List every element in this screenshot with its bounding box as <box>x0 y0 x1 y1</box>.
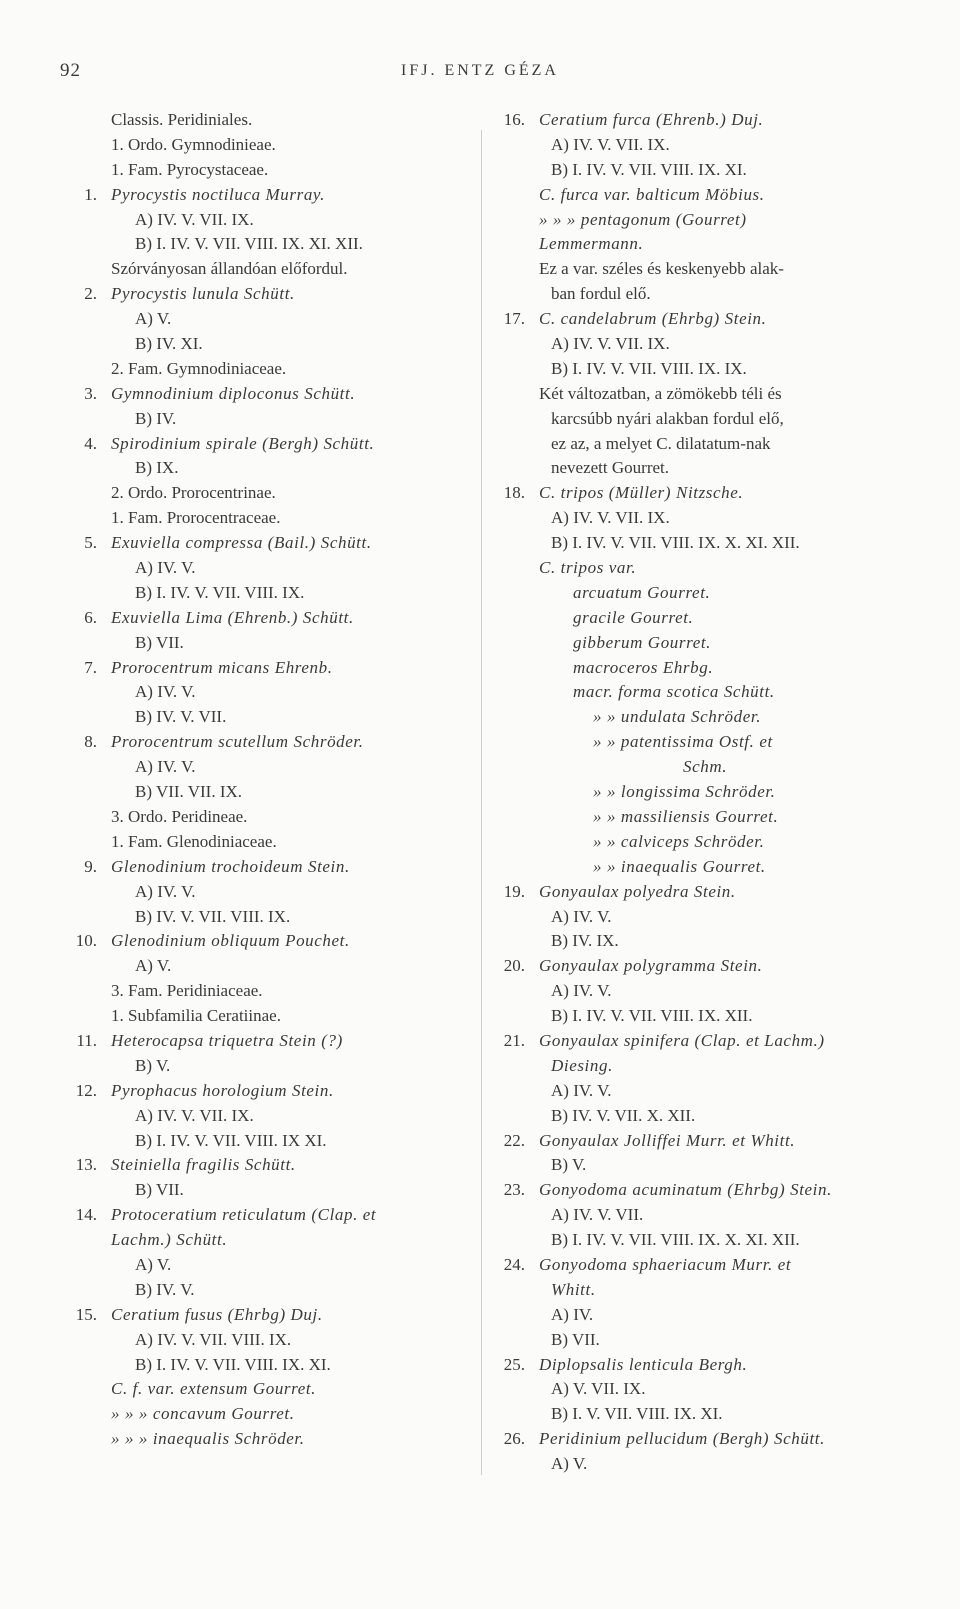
entry-line <box>65 1228 475 1253</box>
entry-text: B) VII. <box>135 1180 184 1200</box>
entry-number: 15. <box>75 1304 97 1324</box>
entry-text: Ez a var. széles és keskenyebb alak- <box>539 259 784 279</box>
entry-line <box>65 158 475 183</box>
entry-line <box>493 855 893 880</box>
entry-line <box>493 382 893 407</box>
entry-number: 20. <box>503 956 525 976</box>
entry-line <box>65 1153 475 1178</box>
entry-line <box>493 1377 893 1402</box>
entry-line <box>493 631 893 656</box>
entry-text: B) IV. <box>135 408 177 428</box>
entry-text: Schm. <box>683 757 728 777</box>
page-number: 92 <box>60 60 81 81</box>
entry-line <box>65 1303 475 1328</box>
entry-text: B) IX. <box>135 458 179 478</box>
entry-line <box>493 880 893 905</box>
entry-number: 11. <box>76 1030 97 1050</box>
entry-line <box>65 382 475 407</box>
entry-text: 1. Fam. Pyrocystaceae. <box>111 159 269 179</box>
entry-line <box>493 1353 893 1378</box>
entry-line <box>493 432 893 457</box>
entry-text: Gonyaulax spinifera (Clap. et Lachm.) <box>539 1030 825 1050</box>
entry-text: C. f. var. extensum Gourret. <box>111 1379 317 1399</box>
entry-line <box>493 929 893 954</box>
entry-line <box>65 830 475 855</box>
entry-text: » » undulata Schröder. <box>593 707 762 727</box>
entry-number: 18. <box>503 483 525 503</box>
entry-text: gibberum Gourret. <box>573 632 712 652</box>
entry-line <box>65 656 475 681</box>
entry-text: Lemmermann. <box>539 234 644 254</box>
entry-number: 17. <box>503 309 525 329</box>
entry-text: Protoceratium reticulatum (Clap. et <box>111 1205 377 1225</box>
entry-line <box>493 606 893 631</box>
entry-text: C. tripos var. <box>539 558 637 578</box>
entry-text: B) I. V. VII. VIII. IX. XI. <box>551 1404 723 1424</box>
running-head: IFJ. ENTZ GÉZA <box>401 62 559 79</box>
entry-line <box>65 307 475 332</box>
entry-text: C. candelabrum (Ehrbg) Stein. <box>539 309 767 329</box>
entry-line <box>493 108 893 133</box>
entry-text: macr. forma scotica Schütt. <box>573 682 775 702</box>
column-rule <box>481 130 482 1475</box>
entry-number: 23. <box>503 1180 525 1200</box>
entry-line <box>65 183 475 208</box>
entry-line <box>65 456 475 481</box>
entry-line <box>493 481 893 506</box>
entry-number: 22. <box>503 1130 525 1150</box>
entry-text: 2. Fam. Gymnodiniaceae. <box>111 358 287 378</box>
entry-number: 2. <box>84 284 97 304</box>
entry-line <box>65 1402 475 1427</box>
entry-line <box>65 1427 475 1452</box>
entry-text: 1. Fam. Prorocentraceae. <box>111 508 281 528</box>
entry-line <box>65 1328 475 1353</box>
entry-line <box>493 705 893 730</box>
entry-line <box>493 1004 893 1029</box>
entry-line <box>65 506 475 531</box>
entry-text: B) I. IV. V. VII. VIII. IX. X. XI. XII. <box>551 533 800 553</box>
right-column <box>493 108 893 1477</box>
entry-text: B) V. <box>135 1055 171 1075</box>
entry-line <box>65 208 475 233</box>
entry-text: ban fordul elő. <box>551 284 651 304</box>
entry-text: A) V. VII. IX. <box>551 1379 646 1399</box>
entry-line <box>493 1402 893 1427</box>
entry-text: Szórványosan állandóan előfordul. <box>111 259 348 279</box>
entry-number: 24. <box>503 1254 525 1274</box>
entry-number: 26. <box>503 1429 525 1449</box>
entry-text: 2. Ordo. Prorocentrinae. <box>111 483 276 503</box>
entry-text: 1. Fam. Glenodiniaceae. <box>111 831 277 851</box>
left-column <box>65 108 475 1452</box>
page-header <box>0 60 960 86</box>
entry-text: A) IV. V. <box>551 981 612 1001</box>
entry-line <box>493 1427 893 1452</box>
entry-line <box>493 1178 893 1203</box>
entry-number: 12. <box>75 1080 97 1100</box>
entry-text: B) IV. V. VII. <box>135 707 227 727</box>
entry-text: Classis. Peridiniales. <box>111 110 253 129</box>
entry-text: » » massiliensis Gourret. <box>593 806 779 826</box>
entry-line <box>493 556 893 581</box>
entry-text: A) IV. V. VII. IX. <box>135 209 254 229</box>
entry-line <box>65 407 475 432</box>
entry-text: Diesing. <box>551 1055 613 1075</box>
entry-text: 3. Fam. Peridiniaceae. <box>111 981 263 1001</box>
entry-number: 25. <box>503 1354 525 1374</box>
entry-text: B) V. <box>551 1155 587 1175</box>
entry-text: B) IV. V. <box>135 1279 195 1299</box>
entry-line <box>65 432 475 457</box>
entry-text: C. furca var. balticum Möbius. <box>539 184 765 204</box>
entry-text: B) IV. V. VII. X. XII. <box>551 1105 696 1125</box>
entry-text: Ceratium furca (Ehrenb.) Duj. <box>539 110 764 129</box>
entry-text: Gymnodinium diploconus Schütt. <box>111 383 356 403</box>
entry-line <box>493 1328 893 1353</box>
entry-line <box>493 232 893 257</box>
entry-line <box>493 208 893 233</box>
entry-line <box>65 1377 475 1402</box>
entry-line <box>65 755 475 780</box>
entry-number: 3. <box>84 383 97 403</box>
entry-number: 5. <box>84 533 97 553</box>
entry-text: B) IV. IX. <box>551 931 619 951</box>
entry-line <box>65 705 475 730</box>
entry-text: B) I. IV. V. VII. VIII. IX. XI. <box>135 1354 331 1374</box>
entry-text: » » inaequalis Gourret. <box>593 856 766 876</box>
entry-line <box>493 357 893 382</box>
entry-line <box>65 581 475 606</box>
entry-text: B) IV. XI. <box>135 334 203 354</box>
entry-text: A) IV. V. <box>135 757 196 777</box>
entry-line <box>65 1104 475 1129</box>
entry-line <box>493 581 893 606</box>
entry-text: A) IV. V. <box>135 682 196 702</box>
entry-text: Glenodinium trochoideum Stein. <box>111 856 350 876</box>
entry-text: Glenodinium obliquum Pouchet. <box>111 931 350 951</box>
entry-text: Diplopsalis lenticula Bergh. <box>539 1354 748 1374</box>
entry-text: B) VII. <box>135 632 184 652</box>
entry-text: » » longissima Schröder. <box>593 782 776 802</box>
entry-number: 13. <box>75 1155 97 1175</box>
entry-text: C. tripos (Müller) Nitzsche. <box>539 483 744 503</box>
entry-text: A) IV. <box>551 1304 594 1324</box>
entry-line <box>493 1129 893 1154</box>
entry-text: Exuviella Lima (Ehrenb.) Schütt. <box>111 607 354 627</box>
entry-line <box>65 979 475 1004</box>
entry-number: 14. <box>75 1205 97 1225</box>
entry-text: ez az, a melyet C. dilatatum-nak <box>551 433 771 453</box>
entry-text: A) V. <box>135 309 172 329</box>
entry-line <box>493 183 893 208</box>
entry-text: A) V. <box>135 1254 172 1274</box>
entry-text: 1. Ordo. Gymnodinieae. <box>111 134 276 154</box>
entry-text: A) IV. V. VII. IX. <box>135 1105 254 1125</box>
entry-line <box>65 108 475 133</box>
entry-line <box>493 456 893 481</box>
entry-line <box>65 680 475 705</box>
entry-text: B) VII. <box>551 1329 600 1349</box>
entry-line <box>493 506 893 531</box>
entry-text: » » » concavum Gourret. <box>111 1404 295 1424</box>
entry-number: 10. <box>75 931 97 951</box>
entry-line <box>65 282 475 307</box>
entry-number: 6. <box>84 607 97 627</box>
entry-text: » » » inaequalis Schröder. <box>111 1429 305 1449</box>
entry-text: A) IV. V. <box>135 558 196 578</box>
entry-text: Gonyodoma sphaeriacum Murr. et <box>539 1254 792 1274</box>
entry-text: A) V. <box>551 1454 588 1474</box>
entry-line <box>493 905 893 930</box>
entry-line <box>65 1203 475 1228</box>
entry-text: Gonyaulax Jolliffei Murr. et Whitt. <box>539 1130 796 1150</box>
entry-text: Pyrophacus horologium Stein. <box>111 1080 334 1100</box>
entry-line <box>65 1054 475 1079</box>
entry-line <box>493 979 893 1004</box>
entry-line <box>65 531 475 556</box>
entry-text: B) I. IV. V. VII. VIII. IX. XI. <box>551 159 747 179</box>
entry-text: B) I. IV. V. VII. VIII. IX. X. XI. XII. <box>551 1230 800 1250</box>
entry-text: Pyrocystis lunula Schütt. <box>111 284 295 304</box>
entry-text: Lachm.) Schütt. <box>111 1230 228 1250</box>
entry-line <box>493 1153 893 1178</box>
entry-line <box>65 1178 475 1203</box>
entry-text: Pyrocystis noctiluca Murray. <box>111 184 325 204</box>
entry-text: Whitt. <box>551 1279 596 1299</box>
entry-text: A) IV. V. VII. IX. <box>551 508 670 528</box>
entry-line <box>65 257 475 282</box>
entry-text: A) IV. V. <box>551 1080 612 1100</box>
entry-text: 1. Subfamilia Ceratiinae. <box>111 1006 281 1026</box>
entry-text: Prorocentrum micans Ehrenb. <box>111 657 333 677</box>
entry-text: arcuatum Gourret. <box>573 582 711 602</box>
entry-line <box>493 282 893 307</box>
entry-line <box>493 1452 893 1477</box>
entry-number: 8. <box>84 732 97 752</box>
entry-text: Gonyodoma acuminatum (Ehrbg) Stein. <box>539 1180 832 1200</box>
entry-line <box>493 332 893 357</box>
entry-line <box>493 730 893 755</box>
entry-text: nevezett Gourret. <box>551 458 669 478</box>
entry-number: 16. <box>503 110 525 129</box>
entry-line <box>493 805 893 830</box>
entry-text: Ceratium fusus (Ehrbg) Duj. <box>111 1304 323 1324</box>
entry-line <box>493 158 893 183</box>
entry-number: 7. <box>84 657 97 677</box>
entry-text: Spirodinium spirale (Bergh) Schütt. <box>111 433 375 453</box>
entry-line <box>65 1004 475 1029</box>
entry-text: A) IV. V. VII. IX. <box>551 134 670 154</box>
entry-text: A) IV. V. <box>551 906 612 926</box>
entry-line <box>493 257 893 282</box>
entry-text: macroceros Ehrbg. <box>573 657 714 677</box>
entry-line <box>65 805 475 830</box>
entry-line <box>65 730 475 755</box>
entry-text: Gonyaulax polygramma Stein. <box>539 956 763 976</box>
entry-line <box>65 905 475 930</box>
entry-line <box>493 1303 893 1328</box>
entry-text: » » calviceps Schröder. <box>593 831 765 851</box>
entry-text: A) IV. V. <box>135 881 196 901</box>
entry-line <box>65 880 475 905</box>
entry-line <box>493 780 893 805</box>
entry-line <box>65 556 475 581</box>
entry-number: 19. <box>503 881 525 901</box>
entry-line <box>65 1129 475 1154</box>
entry-text: » » » pentagonum (Gourret) <box>539 209 747 229</box>
entry-line <box>493 1029 893 1054</box>
entry-line <box>65 1353 475 1378</box>
entry-text: Gonyaulax polyedra Stein. <box>539 881 736 901</box>
entry-number: 4. <box>84 433 97 453</box>
entry-line <box>493 656 893 681</box>
entry-text: Heterocapsa triquetra Stein (?) <box>111 1030 343 1050</box>
entry-text: B) I. IV. V. VII. VIII. IX. <box>135 582 305 602</box>
entry-text: B) I. IV. V. VII. VIII. IX XI. <box>135 1130 327 1150</box>
entry-text: Prorocentrum scutellum Schröder. <box>111 732 364 752</box>
entry-line <box>493 1054 893 1079</box>
entry-line <box>493 755 893 780</box>
entry-text: B) I. IV. V. VII. VIII. IX. XII. <box>551 1006 753 1026</box>
entry-text: Steiniella fragilis Schütt. <box>111 1155 296 1175</box>
entry-text: B) IV. V. VII. VIII. IX. <box>135 906 291 926</box>
entry-line <box>65 481 475 506</box>
entry-line <box>493 1079 893 1104</box>
entry-text: Peridinium pellucidum (Bergh) Schütt. <box>539 1429 825 1449</box>
entry-text: A) V. <box>135 956 172 976</box>
entry-line <box>65 357 475 382</box>
entry-line <box>493 830 893 855</box>
entry-line <box>65 1278 475 1303</box>
entry-line <box>493 954 893 979</box>
entry-text: gracile Gourret. <box>573 607 694 627</box>
entry-line <box>65 631 475 656</box>
entry-text: B) VII. VII. IX. <box>135 782 243 802</box>
entry-line <box>493 133 893 158</box>
entry-line <box>493 680 893 705</box>
entry-line <box>65 232 475 257</box>
entry-text: » » patentissima Ostf. et <box>593 732 773 752</box>
entry-text: Két változatban, a zömökebb téli és <box>539 383 782 403</box>
entry-line <box>65 954 475 979</box>
entry-text: B) I. IV. V. VII. VIII. IX. XI. XII. <box>135 234 363 254</box>
entry-line <box>493 307 893 332</box>
entry-line <box>493 531 893 556</box>
entry-line <box>65 133 475 158</box>
entry-number: 21. <box>503 1030 525 1050</box>
entry-number: 1. <box>84 184 97 204</box>
entry-line <box>65 1029 475 1054</box>
entry-line <box>65 855 475 880</box>
entry-line <box>493 407 893 432</box>
entry-line <box>493 1278 893 1303</box>
entry-line <box>65 1079 475 1104</box>
entry-line <box>493 1104 893 1129</box>
entry-text: A) IV. V. VII. IX. <box>551 334 670 354</box>
entry-line <box>65 1253 475 1278</box>
entry-text: A) IV. V. VII. <box>551 1205 644 1225</box>
entry-text: karcsúbb nyári alakban fordul elő, <box>551 408 784 428</box>
entry-number: 9. <box>84 856 97 876</box>
entry-line <box>493 1228 893 1253</box>
entry-line <box>493 1203 893 1228</box>
entry-line <box>493 1253 893 1278</box>
entry-text: Exuviella compressa (Bail.) Schütt. <box>111 533 372 553</box>
entry-line <box>65 780 475 805</box>
entry-text: B) I. IV. V. VII. VIII. IX. IX. <box>551 358 747 378</box>
entry-text: 3. Ordo. Peridineae. <box>111 806 248 826</box>
entry-line <box>65 929 475 954</box>
entry-line <box>65 606 475 631</box>
entry-line <box>65 332 475 357</box>
entry-text: A) IV. V. VII. VIII. IX. <box>135 1329 292 1349</box>
